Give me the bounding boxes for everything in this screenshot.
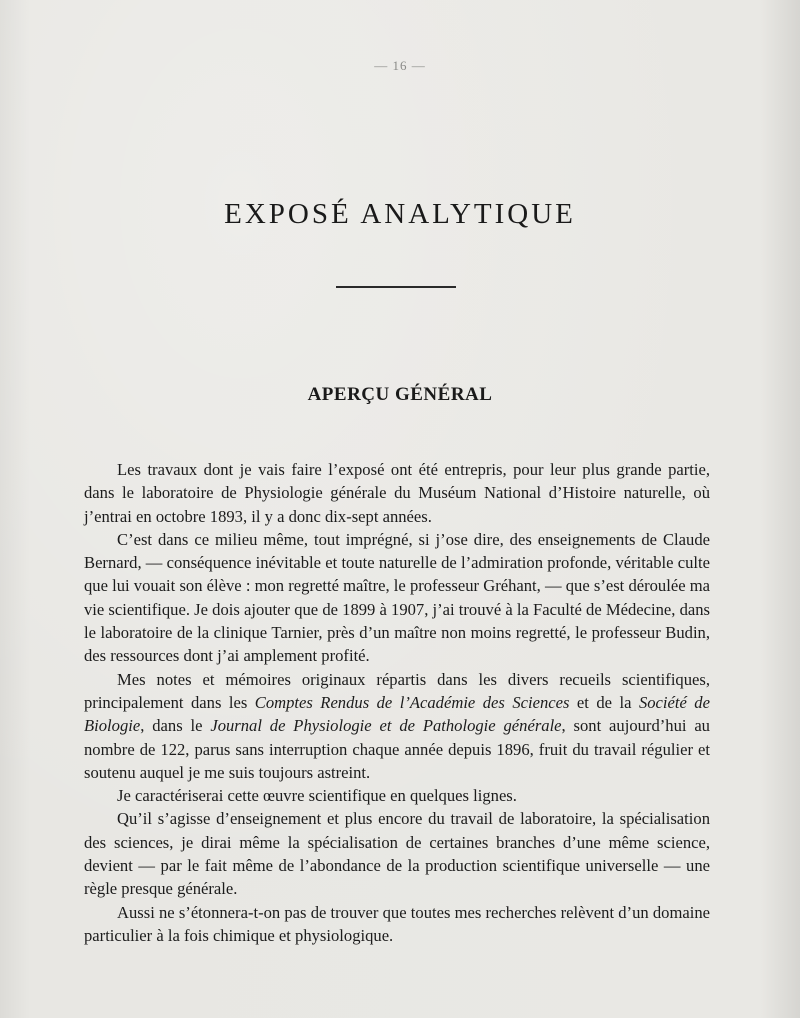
paragraph-3-text-2: et de la [569,692,639,712]
paragraph-3-text-3: , dans le [140,716,211,736]
journal-title-societe-biologie: Société de Biologie [84,692,710,736]
paragraph-5: Qu’il s’agisse d’enseignement et plus encore du travail de laboratoire, la spécialisation des sciences, je dirai même la spécialisation de certaines branches d’une même science, devient — par le fait même de l’abondance de la production scientifique universelle — une règle presque générale. [84,809,710,899]
journal-title-physiologie: Journal de Physiologie et de Pathologie générale [210,716,562,736]
paragraph-6: Aussi ne s’étonnera-t-on pas de trouver que toutes mes recherches relèvent d’un domaine particulier à la fois chimique et physiologique. [84,902,710,945]
paragraph-3-text-1: Mes notes et mémoires originaux répartis dans les divers recueils scientifiques, principalement dans les [84,669,710,712]
paragraph-3 [84,668,710,784]
title-divider [336,286,456,288]
paragraph-1: Les travaux dont je vais faire l’exposé ont été entrepris, pour leur plus grande partie, dans le laboratoire de Physiologie générale du Muséum National d’Histoire naturelle, où j’entrai en octobre 1893, il y a donc dix-sept années. [84,460,710,526]
paragraph-4: Je caractériserai cette œuvre scientifique en quelques lignes. [117,786,517,806]
journal-title-comptes-rendus: Comptes Rendus de l’Académie des Sciences [254,692,570,712]
paragraph-2: C’est dans ce milieu même, tout imprégné, si j’ose dire, des enseignements de Claude Bernard, — conséquence inévitable et toute naturelle de l’admiration profonde, véritable culte que lui vouait son élève : mon regretté maître, le professeur Gréhant, — que s’est déroulée ma vie scientifique. Je dois ajouter que de 1899 à 1907, j’ai trouvé à la Faculté de Médecine, dans le laboratoire de la clinique Tarnier, près d’un maître non moins regretté, le professeur Budin, des ressources dont j’ai amplement profité. [84,529,710,666]
page-title: EXPOSÉ ANALYTIQUE [224,198,576,230]
section-heading: APERÇU GÉNÉRAL [307,384,493,405]
page-number: — 16 — [374,58,426,73]
body-text [84,458,710,947]
paragraph-3-text-4: , sont aujourd’hui au nombre de 122, parus sans interruption chaque année depuis 1896, fruit du travail régulier et soutenu auquel je me suis toujours astreint. [84,716,710,782]
